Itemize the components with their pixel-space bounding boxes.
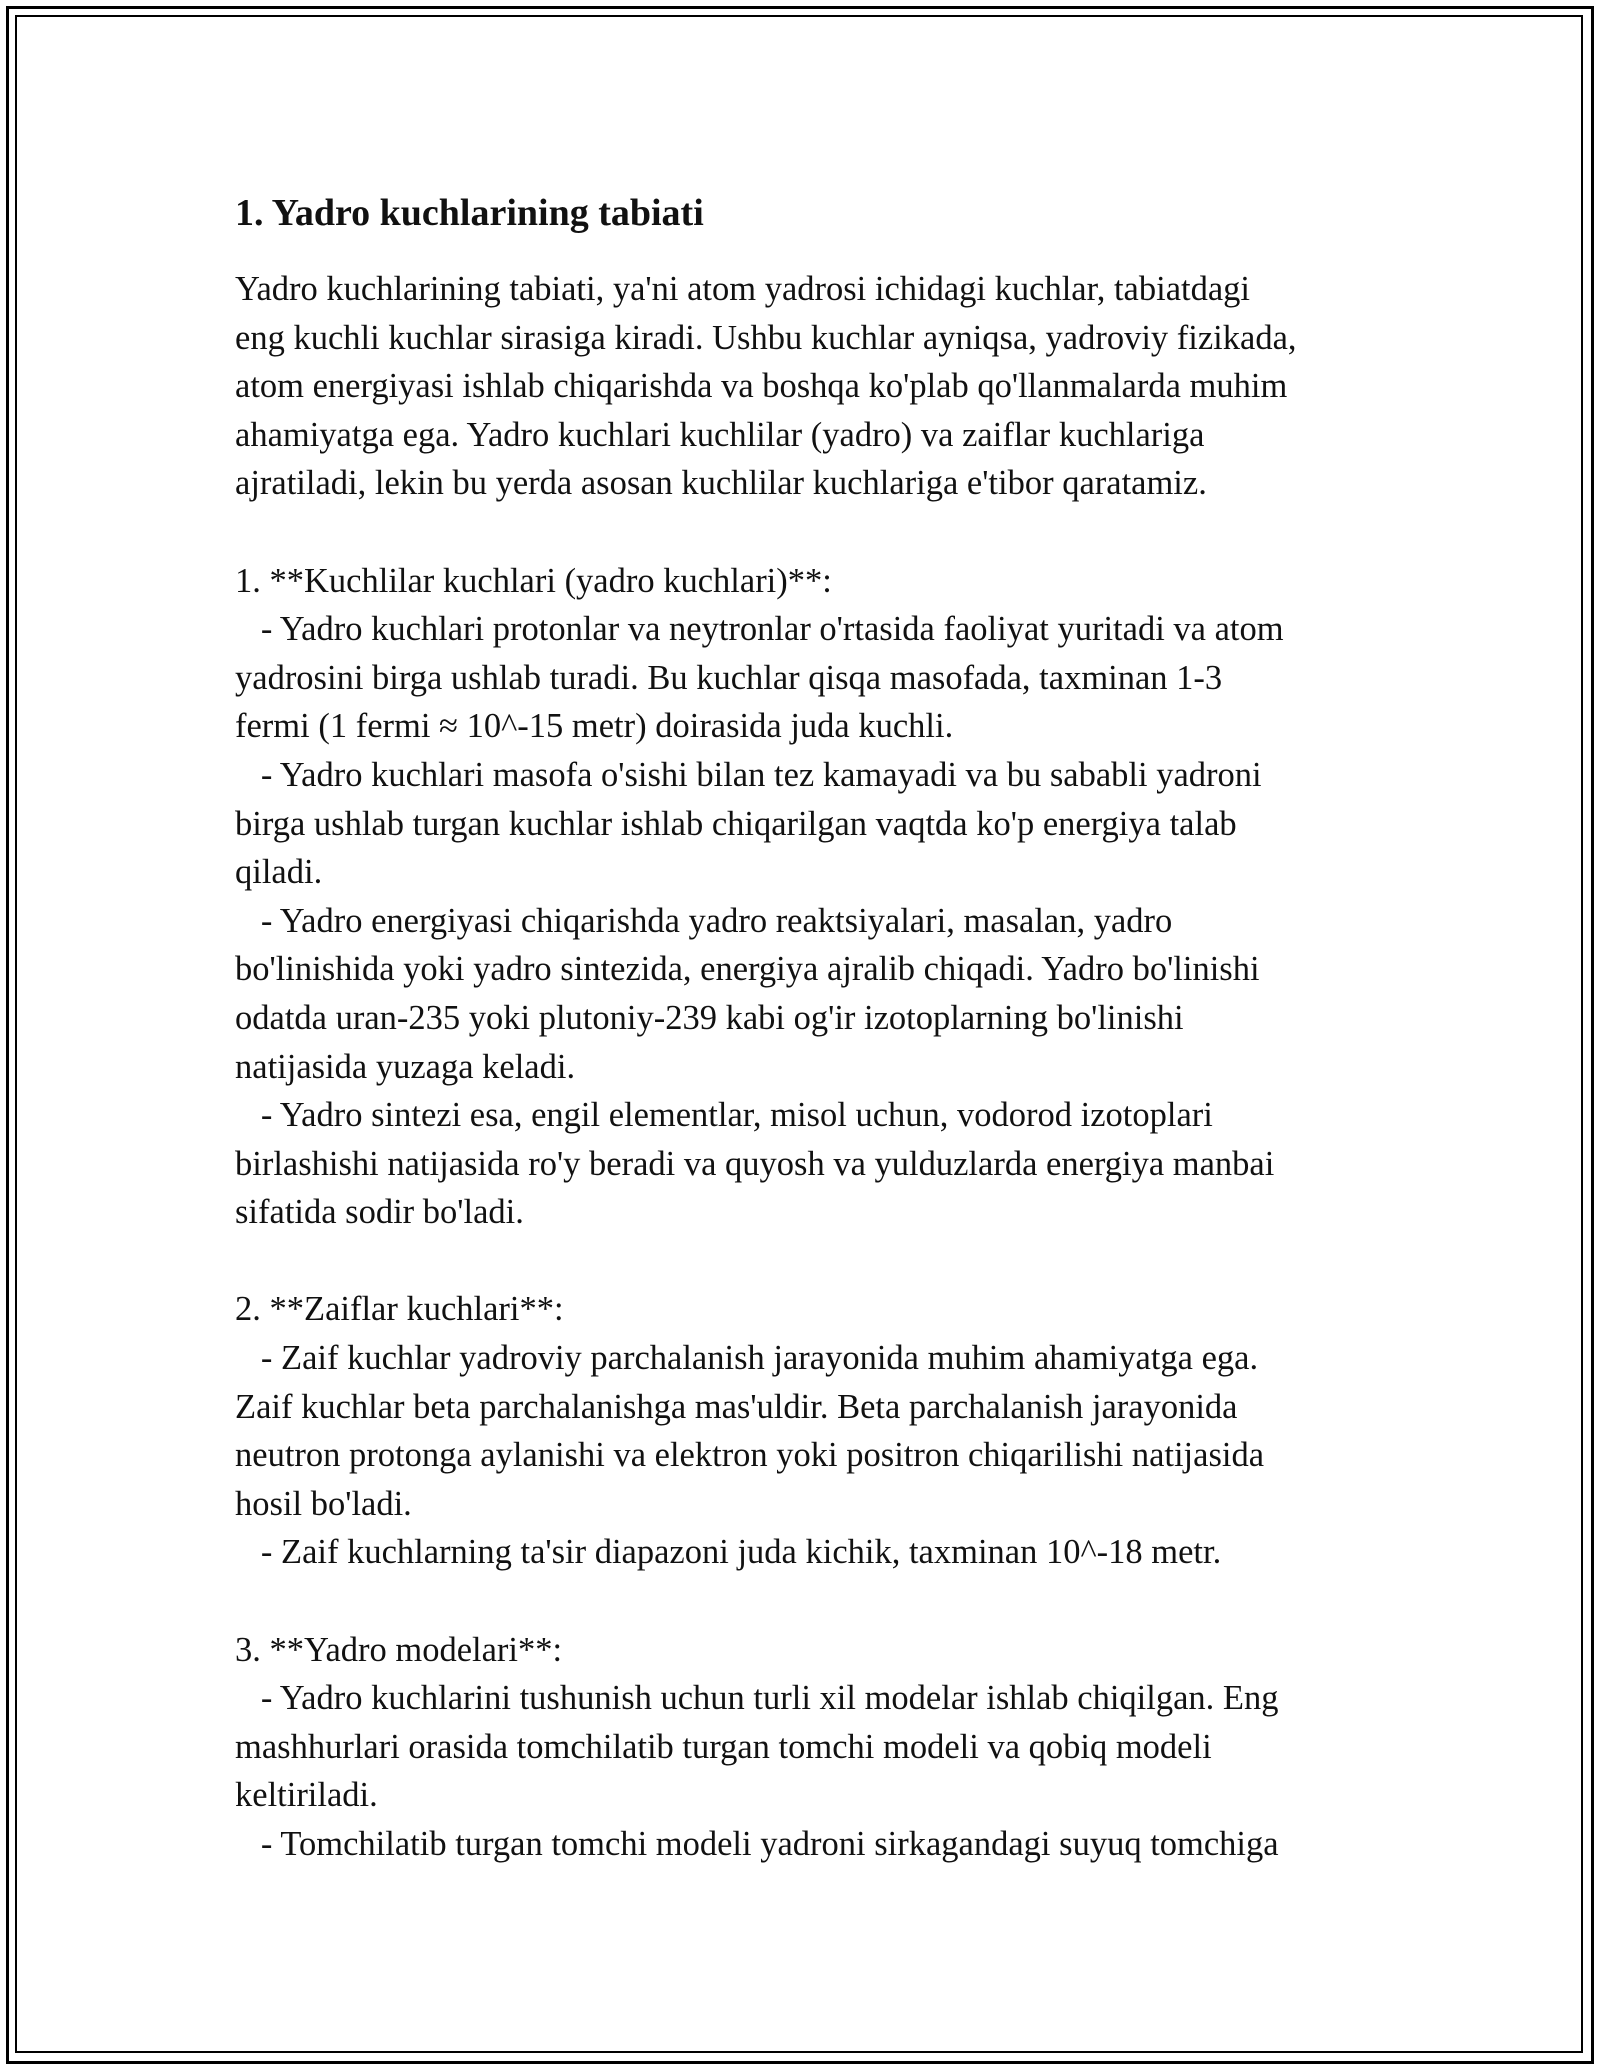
- text-line: - Yadro energiyasi chiqarishda yadro reaktsiyalari, masalan, yadro: [235, 901, 1173, 940]
- text-line: mashhurlari orasida tomchilatib turgan tomchi modeli va qobiq modeli: [235, 1727, 1212, 1766]
- text-line: - Yadro kuchlari protonlar va neytronlar o'rtasida faoliyat yuritadi va atom: [235, 610, 1284, 649]
- text-line: eng kuchli kuchlar sirasiga kiradi. Ushbu kuchlar ayniqsa, yadroviy fizikada,: [235, 318, 1297, 357]
- text-line: - Tomchilatib turgan tomchi modeli yadroni sirkagandagi suyuq tomchiga: [235, 1825, 1279, 1863]
- text-line: fermi (1 fermi ≈ 10^-15 metr) doirasida juda kuchli.: [235, 707, 954, 746]
- text-line: 1. **Kuchlilar kuchlari (yadro kuchlari)**:: [235, 561, 832, 600]
- document-text: [235, 265, 1385, 1869]
- text-line: - Zaif kuchlar yadroviy parchalanish jarayonida muhim ahamiyatga ega.: [235, 1339, 1259, 1378]
- text-line: odatda uran-235 yoki plutoniy-239 kabi og'ir izotoplarning bo'linishi: [235, 998, 1184, 1037]
- text-line: yadrosini birga ushlab turadi. Bu kuchlar qisqa masofada, taxminan 1-3: [235, 658, 1223, 697]
- text-line: neutron protonga aylanishi va elektron yoki positron chiqarilishi natijasida: [235, 1436, 1265, 1475]
- section-heading: 1. Yadro kuchlarining tabiati: [235, 192, 704, 234]
- text-line: 2. **Zaiflar kuchlari**:: [235, 1290, 564, 1329]
- text-line: 3. **Yadro modelari**:: [235, 1630, 563, 1669]
- text-line: keltiriladi.: [235, 1776, 378, 1815]
- document-body: [235, 185, 1385, 1869]
- text-line: hosil bo'ladi.: [235, 1484, 412, 1523]
- text-line: ajratiladi, lekin bu yerda asosan kuchlilar kuchlariga e'tibor qaratamiz.: [235, 464, 1207, 503]
- text-line: ahamiyatga ega. Yadro kuchlari kuchlilar (yadro) va zaiflar kuchlariga: [235, 415, 1205, 454]
- text-line: Zaif kuchlar beta parchalanishga mas'uldir. Beta parchalanish jarayonida: [235, 1387, 1238, 1426]
- text-line: - Yadro sintezi esa, engil elementlar, misol uchun, vodorod izotoplari: [235, 1096, 1213, 1135]
- blank-line: [235, 508, 1385, 557]
- text-line: birga ushlab turgan kuchlar ishlab chiqarilgan vaqtda ko'p energiya talab: [235, 804, 1237, 843]
- text-line: qiladi.: [235, 853, 323, 892]
- text-line: sifatida sodir bo'ladi.: [235, 1193, 524, 1232]
- text-line: - Yadro kuchlari masofa o'sishi bilan tez kamayadi va bu sababli yadroni: [235, 755, 1262, 794]
- text-line: atom energiyasi ishlab chiqarishda va boshqa ko'plab qo'llanmalarda muhim: [235, 367, 1288, 406]
- blank-line: [235, 1237, 1385, 1286]
- text-line: birlashishi natijasida ro'y beradi va quyosh va yulduzlarda energiya manbai: [235, 1144, 1275, 1183]
- text-line: bo'linishida yoki yadro sintezida, energiya ajralib chiqadi. Yadro bo'linishi: [235, 950, 1260, 989]
- text-line: Yadro kuchlarining tabiati, ya'ni atom yadrosi ichidagi kuchlar, tabiatdagi: [235, 270, 1250, 308]
- blank-line: [235, 1577, 1385, 1626]
- text-line: - Zaif kuchlarning ta'sir diapazoni juda kichik, taxminan 10^-18 metr.: [235, 1533, 1222, 1572]
- text-line: - Yadro kuchlarini tushunish uchun turli xil modelar ishlab chiqilgan. Eng: [235, 1679, 1279, 1718]
- text-line: natijasida yuzaga keladi.: [235, 1047, 576, 1086]
